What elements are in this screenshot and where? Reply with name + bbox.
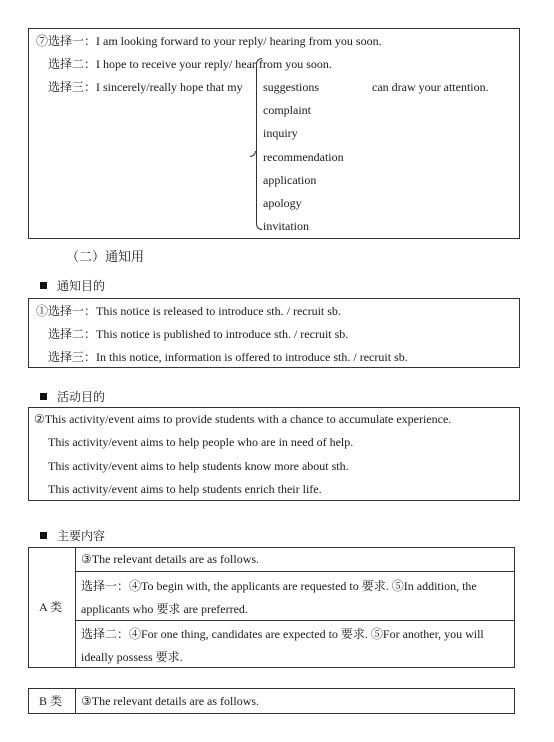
option-inquiry: inquiry xyxy=(263,126,298,140)
bullet-icon xyxy=(40,393,47,400)
section-heading: （二）通知用 xyxy=(66,249,145,264)
table-a-row-divider-1 xyxy=(75,571,515,572)
purpose-option-2: 选择二：This notice is published to introduce sth. / recruit sb. xyxy=(48,327,349,341)
activity-line-2: This activity/event aims to help people who are in need of help. xyxy=(48,435,354,449)
closing-option-3-prefix: 选择三：I sincerely/really hope that my xyxy=(48,80,243,94)
option-invitation: invitation xyxy=(263,219,309,233)
table-b-row-1: ③The relevant details are as follows. xyxy=(81,694,260,708)
activity-line-4: This activity/event aims to help students enrich their life. xyxy=(48,482,322,496)
bullet-icon xyxy=(40,282,47,289)
table-a-row-2-line-1: 选择一：④To begin with, the applicants are requested to 要求. ⑤In addition, the xyxy=(81,579,477,593)
table-a-row-3-line-2: ideally possess 要求. xyxy=(81,650,183,664)
option-recommendation: recommendation xyxy=(263,150,344,164)
table-b-divider xyxy=(75,688,76,714)
purpose-option-3: 选择三：In this notice, information is offered to introduce sth. / recruit sb. xyxy=(48,350,408,364)
table-a-label: A 类 xyxy=(39,600,63,614)
option-complaint: complaint xyxy=(263,103,311,117)
purpose-option-1: ①选择一：This notice is released to introduce sth. / recruit sb. xyxy=(36,304,341,318)
activity-line-3: This activity/event aims to help students know more about sth. xyxy=(48,459,349,473)
table-a-row-2-line-2: applicants who 要求 are preferred. xyxy=(81,602,248,616)
content-label: 主要内容 xyxy=(57,529,106,543)
activity-line-1: ②This activity/event aims to provide students with a chance to accumulate experience. xyxy=(34,412,452,426)
table-a-divider xyxy=(75,547,76,668)
table-b-label: B 类 xyxy=(39,694,63,708)
closing-option-2: 选择二：I hope to receive your reply/ hear from you soon. xyxy=(48,57,332,71)
table-a-row-1: ③The relevant details are as follows. xyxy=(81,552,260,566)
purpose-heading xyxy=(40,278,105,294)
option-apology: apology xyxy=(263,196,302,210)
option-application: application xyxy=(263,173,317,187)
activity-heading xyxy=(40,389,105,405)
option-suggestions: suggestions xyxy=(263,80,320,94)
content-heading xyxy=(40,528,105,544)
options-brace xyxy=(256,58,262,230)
table-a-row-3-line-1: 选择二：④For one thing, candidates are expected to 要求. ⑤For another, you will xyxy=(81,627,484,641)
closing-option-3-suffix: can draw your attention. xyxy=(372,80,489,94)
purpose-label: 通知目的 xyxy=(57,279,106,293)
closing-option-1: ⑦选择一：I am looking forward to your reply/ hearing from you soon. xyxy=(36,34,382,48)
bullet-icon xyxy=(40,532,47,539)
activity-label: 活动目的 xyxy=(57,390,106,404)
table-a-row-divider-2 xyxy=(75,620,515,621)
